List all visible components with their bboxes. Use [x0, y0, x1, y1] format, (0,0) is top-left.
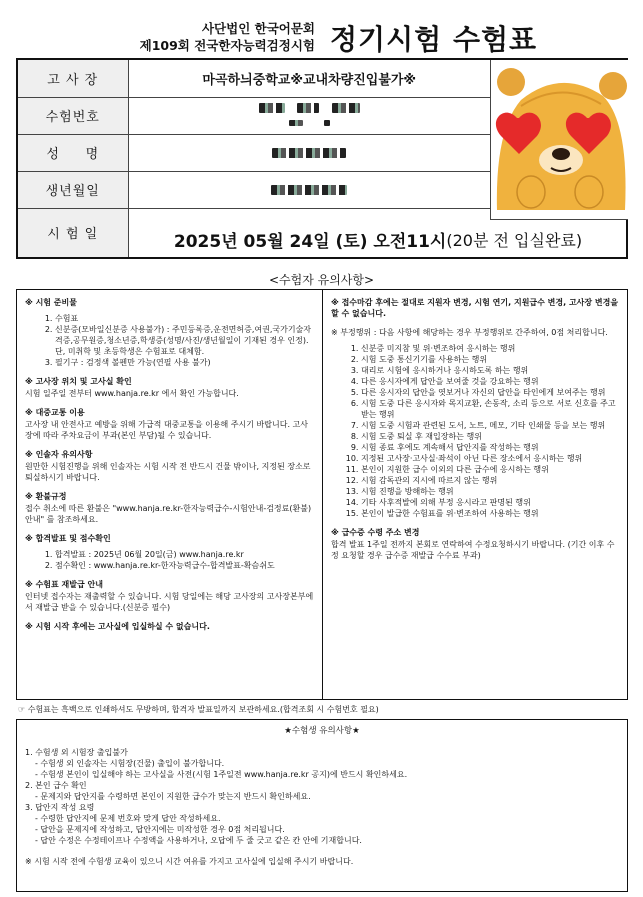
note-line: 1. 수험생 외 시험장 출입불가 — [25, 748, 128, 757]
note-line: 3. 답안지 작성 요령 — [25, 803, 95, 812]
photo-area — [490, 60, 628, 220]
exam-date-label: 시 험 일 — [18, 208, 128, 257]
birthdate-value-redacted — [128, 171, 490, 208]
fraud-section — [331, 327, 619, 519]
info-row-exam-number — [18, 97, 490, 134]
prep-section — [25, 297, 314, 368]
note-line: 2. 본인 급수 확인 — [25, 781, 87, 790]
section-heading: ※ 인솔자 유의사항 — [25, 450, 93, 459]
list-item: 9. 시험 종료 후에도 계속해서 답안지를 작성하는 행위 — [361, 442, 619, 453]
note-line: ※ 시험 시작 전에 수험생 교육이 있으니 시간 여유를 가지고 고사실에 입실해 주시기 바랍니다. — [25, 857, 354, 866]
notes-right-column — [322, 290, 627, 699]
page-title: 정기시험 수험표 — [330, 23, 538, 56]
arrival-note: (20분 전 입실완료) — [446, 231, 583, 250]
section-heading: ※ 접수마감 후에는 절대로 지원자 변경, 시험 연기, 지원급수 변경, 고사장 변경을 할 수 없습니다. — [331, 298, 619, 318]
list-item: 13. 시험 진행을 방해하는 행위 — [361, 486, 619, 497]
list-item: 11. 본인이 지원한 급수 이외의 다른 급수에 응시하는 행위 — [361, 464, 619, 475]
list-item: 4. 다른 응시자에게 답안을 보여줄 것을 강요하는 행위 — [361, 376, 619, 387]
exam-number-value-redacted — [128, 97, 490, 134]
section-text: 원만한 시험진행을 위해 인솔자는 시험 시작 전 반드시 건물 밖이나, 지정된 장소로 퇴실하시기 바랍니다. — [25, 462, 311, 482]
organization-block — [120, 20, 315, 54]
examinee-notes-box — [16, 289, 628, 700]
section-heading: ※ 수험표 재발급 안내 — [25, 580, 103, 589]
reissue-section — [25, 579, 314, 613]
exam-session-name: 제109회 전국한자능력검정시험 — [139, 38, 315, 53]
ticket-header — [0, 0, 643, 60]
note-line: - 답안을 문제지에 작성하고, 답안지에는 미작성한 경우 0점 처리됩니다. — [35, 825, 285, 834]
section-heading: ※ 합격발표 및 점수확인 — [25, 534, 111, 543]
birthdate-label: 생년월일 — [18, 171, 128, 208]
list-item: 1. 합격발표 : 2025년 06월 20일(금) www.hanja.re.kr — [55, 549, 314, 560]
candidate-notes-title: ★수험생 유의사항★ — [284, 726, 360, 736]
list-item: 7. 시험 도중 시험과 관련된 도서, 노트, 메모, 기타 인쇄물 등을 보는 행위 — [361, 420, 619, 431]
list-item: 14. 기타 사후적발에 의해 부정 응시라고 판명된 행위 — [361, 497, 619, 508]
bear-character-heart-eyes-icon — [491, 60, 628, 220]
no-change-notice — [331, 297, 619, 319]
section-text: 고사장 내 안전사고 예방을 위해 가급적 대중교통을 이용해 주시기 바랍니다. 고사장에 따라 주차요금이 부과(본인 부담)될 수 있습니다. — [25, 420, 308, 440]
org-name: 사단법인 한국어문회 — [201, 21, 315, 36]
section-heading: ※ 급수증 수령 주소 변경 — [331, 528, 420, 537]
late-entry-notice — [25, 621, 314, 632]
transport-section — [25, 407, 314, 441]
section-heading: ※ 대중교통 이용 — [25, 408, 85, 417]
guardian-section — [25, 449, 314, 483]
print-footnote: ☞ 수험표는 흑백으로 인쇄하셔도 무방하며, 합격자 발표일까지 보관하세요.(합격조회 시 수험번호 필요) — [18, 705, 379, 714]
list-item: 3. 필기구 : 검정색 볼펜만 가능(연필 사용 불가) — [55, 357, 314, 368]
prep-list — [25, 313, 314, 368]
results-list — [25, 549, 314, 571]
note-line: - 답안 수정은 수정테이프나 수정액을 사용하거나, 오답에 두 줄 긋고 같은 칸 안에 기재합니다. — [35, 836, 362, 845]
name-label: 성 명 — [18, 134, 128, 171]
prep-heading: ※ 시험 준비물 — [25, 298, 77, 307]
list-item: 3. 대리로 시험에 응시하거나 응시하도록 하는 행위 — [361, 365, 619, 376]
info-row-venue — [18, 60, 490, 97]
section-heading: ※ 고사장 위치 및 고사실 확인 — [25, 377, 132, 386]
exam-number-label: 수험번호 — [18, 97, 128, 134]
venue-value: 마곡하늬중학교※교내차량진입불가※ — [128, 60, 490, 97]
candidate-notes-box — [16, 719, 628, 892]
name-value-redacted — [128, 134, 490, 171]
section-text: 시험 일주일 전부터 www.hanja.re.kr 에서 확인 가능합니다. — [25, 389, 239, 398]
list-item: 12. 시험 감독관의 지시에 따르지 않는 행위 — [361, 475, 619, 486]
list-item: 10. 지정된 고사장·고사실·좌석이 아닌 다른 장소에서 응시하는 행위 — [361, 453, 619, 464]
list-item: 5. 다른 응시자의 답안을 엿보거나 자신의 답안을 타인에게 보여주는 행위 — [361, 387, 619, 398]
section-text: 접수 취소에 따른 환불은 "www.hanja.re.kr-한자능력급수-시험안내-검정료(환불)안내" 를 참조하세요. — [25, 504, 312, 524]
fraud-heading: ※ 부정행위 : 다음 사항에 해당하는 경우 부정행위로 간주하여, 0점 처리합니다. — [331, 328, 608, 337]
section-heading: ※ 환불규정 — [25, 492, 67, 501]
list-item: 1. 수험표 — [55, 313, 314, 324]
notes-title: <수험자 유의사항> — [268, 273, 375, 287]
list-item: 8. 시험 도중 퇴실 후 재입장하는 행위 — [361, 431, 619, 442]
refund-section — [25, 491, 314, 525]
results-section — [25, 533, 314, 571]
examinee-info-box — [16, 58, 628, 259]
info-row-name — [18, 134, 490, 171]
list-item: 2. 시험 도중 통신기기를 사용하는 행위 — [361, 354, 619, 365]
list-item: 2. 신분증(모바일신분증 사용불가) : 주민등록증,운전면허증,여권,국가기술자격증,공무원증,청소년증,학생증(성명/사진/생년월일이 기재된 경우 인정). 단, 미취학 및 초등학생은 수험표로 대체함. — [55, 324, 314, 357]
section-text: 합격 발표 1주일 전까지 본회로 연락하여 수정요청하시기 바랍니다. (기간 이후 수정 요청할 경우 급수증 재발급 수수료 부과) — [331, 540, 615, 560]
address-change-section — [331, 527, 619, 561]
fraud-list — [331, 343, 619, 519]
venue-label: 고 사 장 — [18, 60, 128, 97]
info-row-birthdate — [18, 171, 490, 208]
list-item: 6. 시험 도중 다른 응시자와 목지교환, 손동작, 소리 등으로 서로 신호를 주고받는 행위 — [361, 398, 619, 420]
section-text: 인터넷 접수자는 재출력할 수 있습니다. 시험 당일에는 해당 고사장의 고사장본부에서 재발급 받을 수 있습니다.(신분증 필수) — [25, 592, 314, 612]
section-heading: ※ 시험 시작 후에는 고사실에 입실하실 수 없습니다. — [25, 622, 210, 631]
notes-left-column — [17, 290, 322, 699]
note-line: - 문제지와 답안지를 수령하면 본인이 지원한 급수가 맞는지 반드시 확인하세요. — [35, 792, 311, 801]
list-item: 2. 점수확인 : www.hanja.re.kr-한자능력급수-합격발표-확슴쉬도 — [55, 560, 314, 571]
note-line: - 수령한 답안지에 문제 번호와 맞게 답안 작성하세요. — [35, 814, 221, 823]
venue-check-section — [25, 376, 314, 399]
list-item: 1. 신분증 미지참 및 위·변조하여 응시하는 행위 — [361, 343, 619, 354]
exam-datetime-value: 2025년 05월 24일 (토) 오전11시 — [173, 232, 447, 252]
list-item: 15. 본인이 발급한 수험표를 위·변조하여 사용하는 행위 — [361, 508, 619, 519]
exam-datetime — [128, 220, 628, 259]
note-line: - 수험생 외 인솔자는 시험장(건물) 출입이 불가합니다. — [35, 759, 225, 768]
note-line: - 수험생 본인이 입실해야 하는 고사실을 사전(시험 1주일전 www.hanja.re.kr 공지)에 반드시 확인하세요. — [35, 770, 408, 779]
